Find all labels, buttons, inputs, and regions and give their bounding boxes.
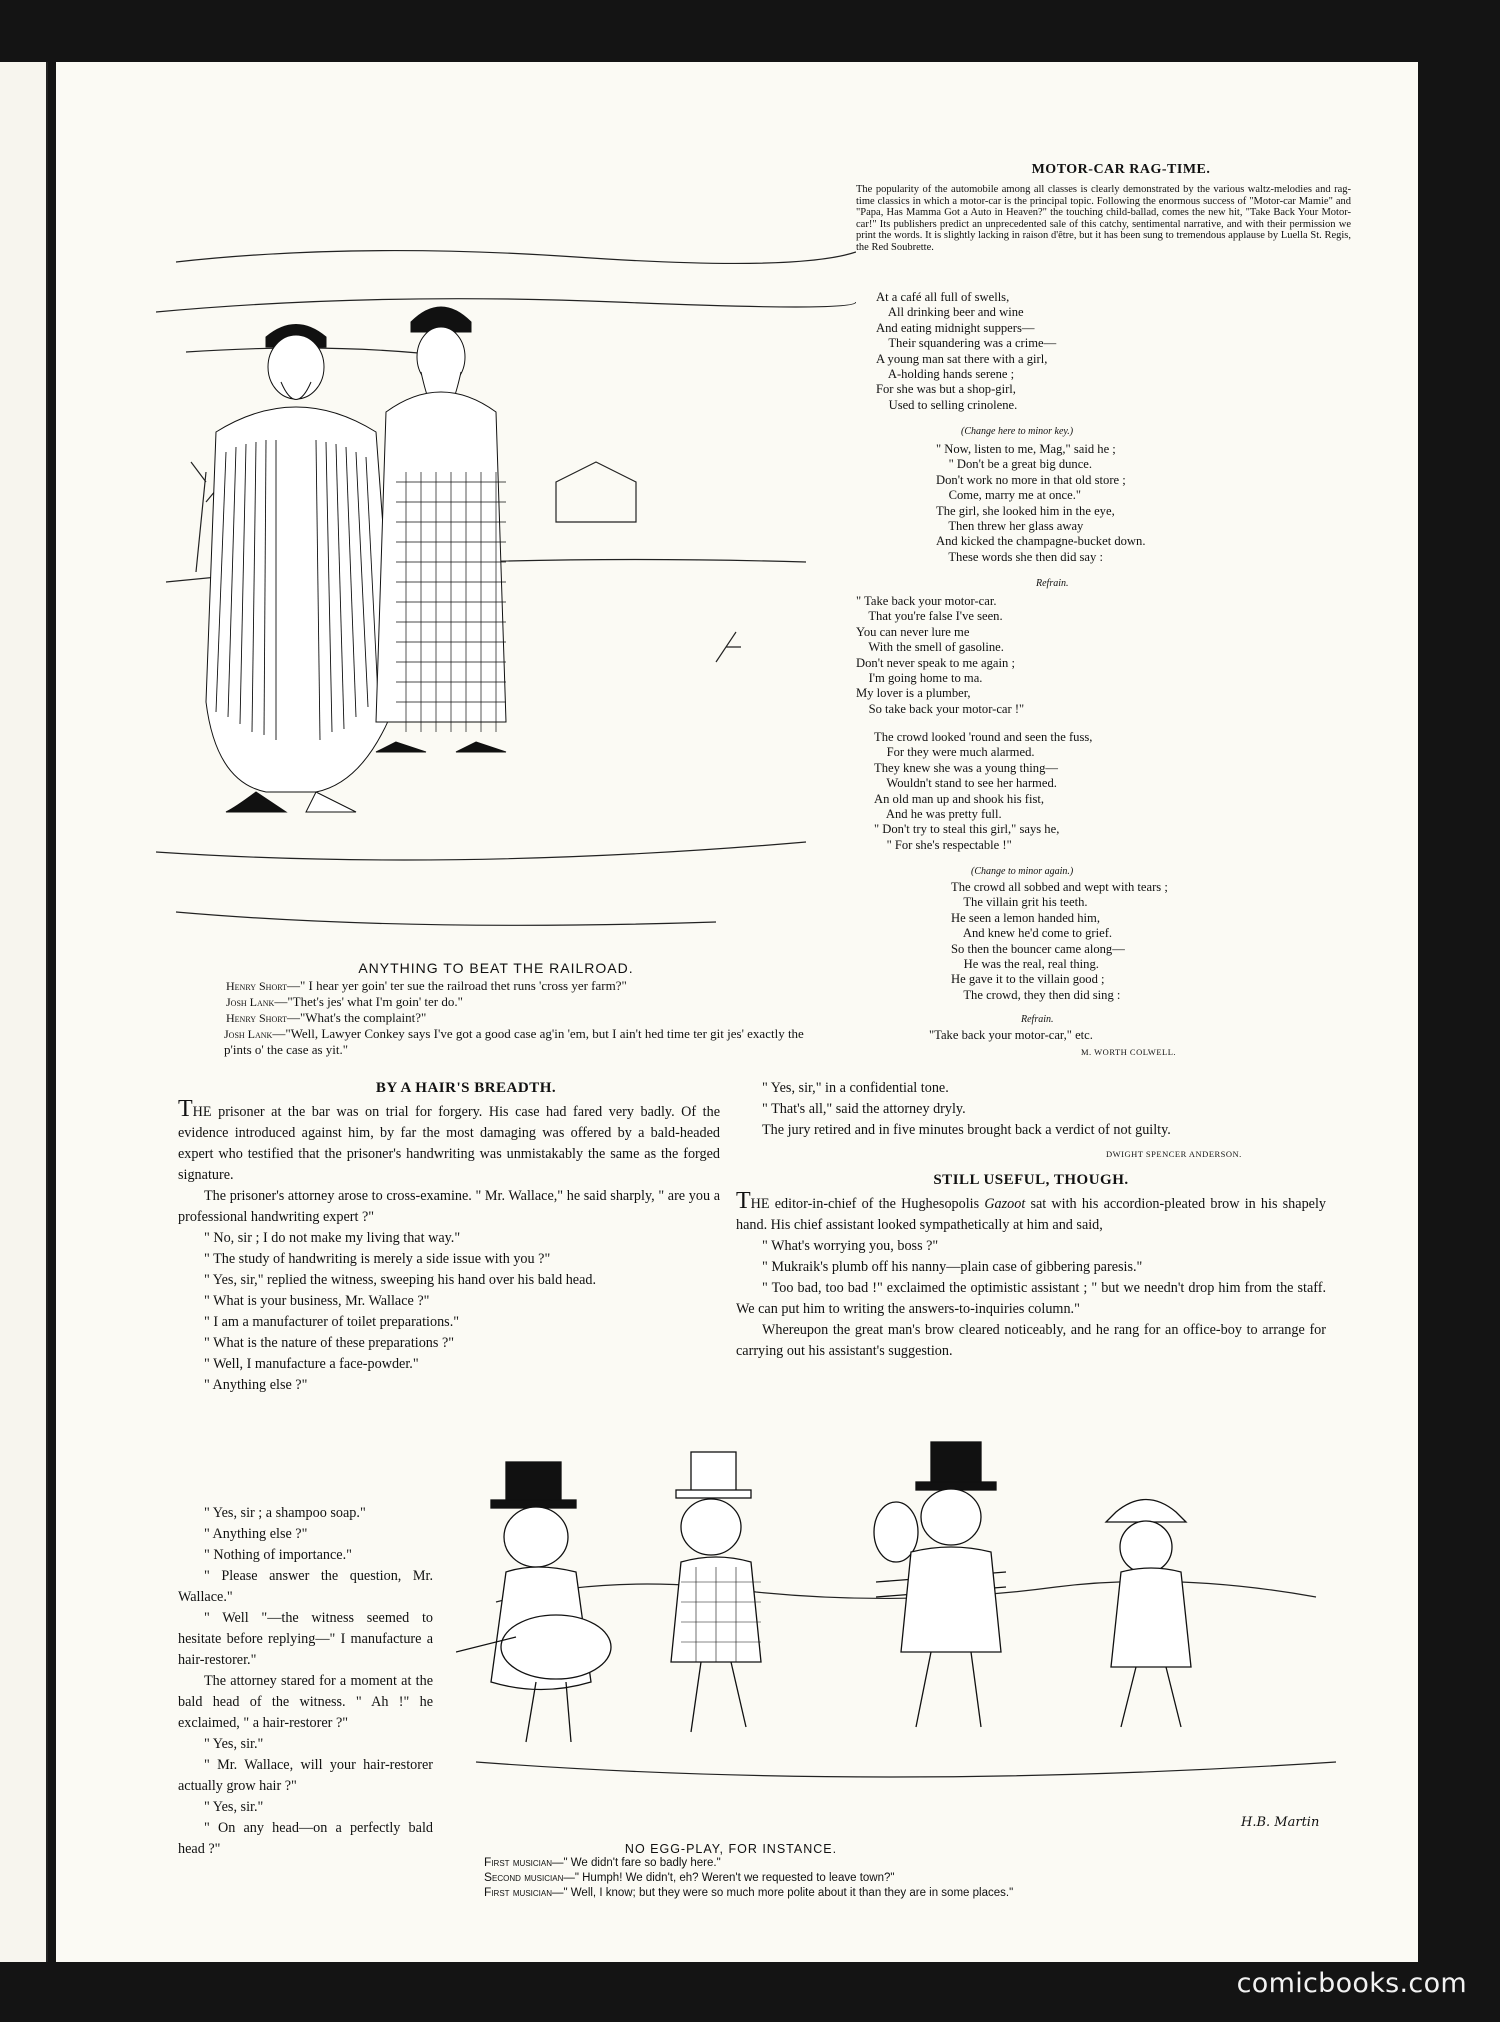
poem-verse-4: The crowd all sobbed and wept with tears ; The villain grit his teeth. He seen a lemon handed him, And knew he'd come to grief. So then the bouncer came along— He was the real, real thing. He gave it to the villain good ; The crowd, they then did sing : (951, 880, 1168, 1002)
poem-verse-3: The crowd looked 'round and seen the fuss, For they were much alarmed. They knew she was a young thing— Wouldn't stand to see her harmed. An old man up and shook his fist, And he was pretty full. " Don't try to steal this girl," says he, " For she's respectable !" (874, 730, 1093, 852)
bottom-cartoon-dialogue (484, 1855, 1314, 1900)
site-watermark: comicbooks.com (1236, 1968, 1467, 1999)
railroad-cartoon-illustration (156, 152, 856, 972)
poem-refrain: " Take back your motor-car. That you're false I've seen. You can never lure me With the smell of gasoline. Don't never speak to me again ; I'm going home to ma. My lover is a plumber, So take back your motor-car !" (856, 594, 1025, 716)
paragraph: " Anything else ?" (204, 1526, 308, 1542)
illustrator-signature: H.B. Martin (1241, 1815, 1320, 1830)
paragraph: " Mukraik's plumb off his nanny—plain case of gibbering paresis." (762, 1259, 1143, 1275)
poem-verse-2: " Now, listen to me, Mag," said he ; " Don't be a great big dunce. Don't work no more in that old store ; Come, marry me at once." The girl, she looked him in the eye, Then threw her glass away And kicked the champagne-bucket down. These words she then did say : (936, 442, 1146, 564)
dialogue-line: First musician—" Well, I know; but they were so much more polite about it than they are in some places." (484, 1885, 1014, 1899)
paragraph: Whereupon the great man's brow cleared noticeably, and he rang for an office-boy to arrange for carrying out his assistant's suggestion. (736, 1322, 1326, 1359)
paragraph: " What is the nature of these preparations ?" (204, 1335, 455, 1351)
still-useful-title: STILL USEFUL, THOUGH. (933, 1172, 1129, 1188)
dialogue-line: First musician—" We didn't fare so badly here." (484, 1855, 721, 1869)
paragraph: " Yes, sir ; a shampoo soap." (204, 1505, 366, 1521)
paragraph: " Yes, sir." (204, 1736, 264, 1752)
still-useful-body (736, 1188, 1326, 1362)
hair-breadth-continuation (736, 1078, 1326, 1141)
musicians-cartoon-illustration (456, 1432, 1346, 1832)
motor-car-title: MOTOR-CAR RAG-TIME. (1031, 162, 1211, 177)
paragraph: " No, sir ; I do not make my living that way." (204, 1230, 461, 1246)
dialogue-line: Henry Short—"What's the complaint?" (226, 1010, 427, 1025)
motor-car-intro: The popularity of the automobile among all classes is clearly demonstrated by the various waltz-melodies and rag-time classics in which a motor-car is the principal topic. Following the enormous success of "Motor-car Mamie" and "Papa, Has Mamma Got a Auto in Heaven?" the touching child-ballad, comes the new hit, "Take Back Your Motor-car!" Its publishers predict an unprecedented sale of this catchy, sentimental narrative, and with their permission we print the words. It is slightly lacking in raison d'être, but it has been sung to tremendous applause by Luella St. Regis, the Red Soubrette. (856, 184, 1351, 253)
magazine-page (56, 62, 1418, 1962)
poem-cue-minor-key: (Change here to minor key.) (961, 426, 1074, 437)
previous-page-edge (0, 62, 48, 1962)
hair-breadth-title: BY A HAIR'S BREADTH. (375, 1080, 557, 1096)
paragraph: " I am a manufacturer of toilet preparations." (204, 1314, 460, 1330)
paragraph: " Mr. Wallace, will your hair-restorer actually grow hair ?" (178, 1757, 433, 1794)
paragraph: " Nothing of importance." (204, 1547, 352, 1563)
hair-breadth-narrow-column (178, 1503, 433, 1860)
paragraph: " Please answer the question, Mr. Wallace." (178, 1568, 433, 1605)
poem-closing-line: "Take back your motor-car," etc. (929, 1028, 1093, 1042)
motor-car-author: M. WORTH COLWELL. (1081, 1047, 1177, 1057)
paragraph: The attorney stared for a moment at the bald head of the witness. " Ah !" he exclaimed, " a hair-restorer ?" (178, 1673, 433, 1731)
paragraph: " What's worrying you, boss ?" (762, 1238, 939, 1254)
dialogue-line: Second musician—" Humph! We didn't, eh? Weren't we requested to leave town?" (484, 1870, 895, 1884)
paragraph: " Too bad, too bad !" exclaimed the optimistic assistant ; " but we needn't drop him from the staff. We can put him to writing the answers-to-inquiries column." (736, 1280, 1326, 1317)
paragraph: " Yes, sir," replied the witness, sweeping his hand over his bald head. (204, 1272, 597, 1288)
paragraph: " The study of handwriting is merely a side issue with you ?" (204, 1251, 551, 1267)
paragraph: " On any head—on a perfectly bald head ?" (178, 1820, 433, 1857)
paragraph: " That's all," said the attorney dryly. (762, 1101, 966, 1117)
refrain-label-2: Refrain. (1021, 1014, 1054, 1025)
paragraph: " Yes, sir." (204, 1799, 264, 1815)
poem-cue-minor-again: (Change to minor again.) (971, 866, 1074, 877)
top-cartoon-dialogue (226, 978, 831, 1057)
dialogue-line: Henry Short—" I hear yer goin' ter sue the railroad thet runs 'cross yer farm?" (226, 978, 627, 993)
dialogue-line: Josh Lank—"Well, Lawyer Conkey says I've got a good case ag'in 'em, but I ain't hed time ter git jes' exactly the p'ints o' the case as yit." (224, 1026, 804, 1057)
paragraph: THE prisoner at the bar was on trial for forgery. His case had fared very badly. Of the evidence introduced against him, by far the most damaging was offered by a bald-headed expert who testified that the prisoner's handwriting was unmistakably the same as the forged signature. (178, 1096, 720, 1183)
hair-breadth-author: DWIGHT SPENCER ANDERSON. (1106, 1149, 1242, 1159)
poem-verse-1: At a café all full of swells, All drinking beer and wine And eating midnight suppers— Their squandering was a crime— A young man sat there with a girl, A-holding hands serene ; For she was but a shop-girl, Used to selling crinolene. (876, 290, 1057, 412)
paragraph: " What is your business, Mr. Wallace ?" (204, 1293, 430, 1309)
paragraph: " Anything else ?" (204, 1377, 308, 1393)
hair-breadth-body (178, 1096, 720, 1396)
paragraph: " Well, I manufacture a face-powder." (204, 1356, 419, 1372)
top-cartoon-caption: ANYTHING TO BEAT THE RAILROAD. (358, 960, 634, 976)
paragraph: " Yes, sir," in a confidential tone. (762, 1080, 949, 1096)
dialogue-line: Josh Lank—"Thet's jes' what I'm goin' ter do." (226, 994, 463, 1009)
paragraph: THE editor-in-chief of the Hughesopolis Gazoot sat with his accordion-pleated brow in his shapely hand. His chief assistant looked sympathetically at him and said, (736, 1188, 1326, 1233)
bottom-cartoon-caption: NO EGG-PLAY, FOR INSTANCE. (624, 1842, 838, 1856)
refrain-label: Refrain. (1036, 578, 1069, 589)
paragraph: The jury retired and in five minutes brought back a verdict of not guilty. (762, 1122, 1171, 1138)
paragraph: The prisoner's attorney arose to cross-examine. " Mr. Wallace," he said sharply, " are you a professional handwriting expert ?" (178, 1188, 720, 1225)
paragraph: " Well "—the witness seemed to hesitate before replying—" I manufacture a hair-restorer." (178, 1610, 433, 1668)
